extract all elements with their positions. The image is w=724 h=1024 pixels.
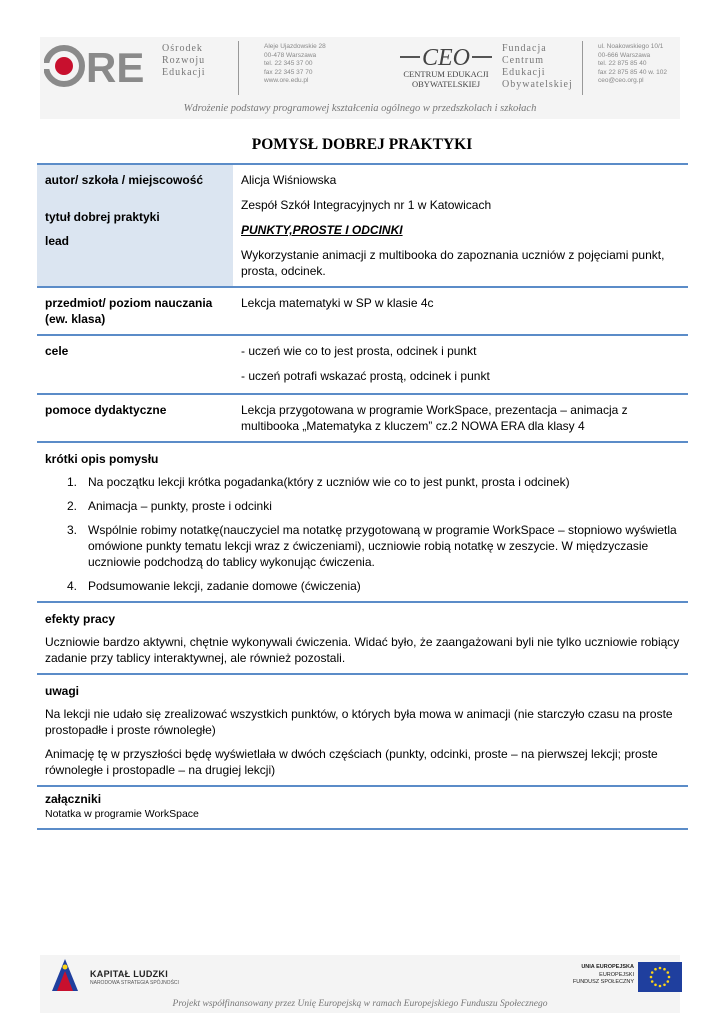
ore-address: Aleje Ujazdowskie 28 00-478 Warszawa tel. 22 345 37 00 fax 22 345 37 70 www.ore.edu.pl xyxy=(264,43,326,84)
practice-form xyxy=(37,163,688,830)
page-title: POMYSŁ DOBREJ PRAKTYKI xyxy=(251,136,473,153)
header-tagline: Wdrożenie podstawy programowej kształcenia ogólnego w przedszkolach i szkołach xyxy=(183,103,537,114)
autor-label: autor/ szkoła / miejscowość xyxy=(45,173,204,187)
uwagi-paragraph: Animację tę w przyszłości będę wyświetlała w dwóch częściach (punkty, odcinki, proste – na pierwszej lekcji; proste równoległe i prostopadle – na drugiej lekcji) xyxy=(45,747,658,777)
opis-section xyxy=(37,443,688,603)
list-item: 4. Podsumowanie lekcji, zadanie domowe (ćwiczenia) xyxy=(67,579,361,593)
eu-flag-icon xyxy=(638,962,682,992)
pomoce-label: pomoce dydaktyczne xyxy=(45,403,167,417)
ue-label: UNIA EUROPEJSKA EUROPEJSKI FUNDUSZ SPOŁECZNY xyxy=(572,964,634,985)
efekty-heading: efekty pracy xyxy=(45,612,116,626)
przedmiot-label: przedmiot/ poziom nauczania (ew. klasa) xyxy=(45,296,213,326)
zalaczniki-section xyxy=(37,787,688,830)
header-divider xyxy=(582,41,583,95)
zalaczniki-text: Notatka w programie WorkSpace xyxy=(45,808,199,820)
info-row-autor xyxy=(37,163,688,288)
list-item: 1. Na początku lekcji krótka pogadanka(który z uczniów wie co to jest punkt, prosta i odcinek) xyxy=(67,475,570,489)
kapital-ludzki-title: KAPITAŁ LUDZKI xyxy=(90,969,169,979)
fund-name: Fundacja Centrum Edukacji Obywatelskiej xyxy=(502,43,573,90)
info-row-pomoce xyxy=(37,395,688,443)
opis-steps xyxy=(45,474,680,594)
info-labels xyxy=(37,165,233,286)
footer-tagline: Projekt współfinansowany przez Unię Europejską w ramach Europejskiego Funduszu Społecznego xyxy=(172,999,548,1009)
school-value: Zespół Szkół Integracyjnych nr 1 w Katowicach xyxy=(241,198,492,212)
cele-item: - uczeń wie co to jest prosta, odcinek i punkt xyxy=(241,344,477,358)
uwagi-section xyxy=(37,675,688,787)
cele-label: cele xyxy=(45,344,69,358)
lead-value: Wykorzystanie animacji z multibooka do zapoznania uczniów z pojęciami punkt, prosta, odcinek. xyxy=(241,248,665,278)
lead-label: lead xyxy=(45,234,70,248)
tytul-value: PUNKTY,PROSTE I ODCINKI xyxy=(241,223,403,237)
ore-logo xyxy=(44,41,156,91)
ore-name: Ośrodek Rozwoju Edukacji xyxy=(162,43,206,78)
uwagi-paragraph: Na lekcji nie udało się zrealizować wszystkich punktów, o których była mowa w animacji (nie starczyło czasu na proste prostopadłe i proste równoległe) xyxy=(45,707,673,737)
zalaczniki-heading: załączniki xyxy=(45,792,102,806)
cele-item: - uczeń potrafi wskazać prostą, odcinek i punkt xyxy=(241,369,490,383)
autor-value: Alicja Wiśniowska xyxy=(241,173,337,187)
fund-address: ul. Noakowskiego 10/1 00-666 Warszawa tel. 22 875 85 40 fax 22 875 85 40 w. 102 ceo@ceo.org.pl xyxy=(598,43,668,84)
cele-values xyxy=(233,336,688,393)
list-item: 2. Animacja – punkty, proste i odcinki xyxy=(67,499,272,513)
page-footer xyxy=(40,955,680,1013)
pomoce-value: Lekcja przygotowana w programie WorkSpace, prezentacja – animacja z multibooka „Matematyka z kluczem” cz.2 NOWA ERA dla klasy 4 xyxy=(241,403,628,433)
svg-text:OBYWATELSKIEJ: OBYWATELSKIEJ xyxy=(412,79,480,89)
page-header xyxy=(40,37,680,119)
tytul-label: tytuł dobrej praktyki xyxy=(45,210,160,224)
list-item: 3. Wspólnie robimy notatkę(nauczyciel ma notatkę przygotowaną w programie WorkSpace – stopniowo wyświetla omówione punkty tematu lekcji wraz z ćwiczeniami), uczniowie robią notatkę w zeszycie. W międzyczasie uczniowie podchodzą do tablicy wykonując ćwiczenia. xyxy=(67,523,677,569)
opis-heading: krótki opis pomysłu xyxy=(45,452,159,466)
przedmiot-value: Lekcja matematyki w SP w klasie 4c xyxy=(241,296,434,310)
ceo-logo xyxy=(398,43,494,93)
svg-text:CEO: CEO xyxy=(422,45,470,71)
info-values xyxy=(233,165,688,286)
info-row-cele xyxy=(37,336,688,395)
svg-text:RE: RE xyxy=(86,44,145,91)
kapital-ludzki-logo xyxy=(48,957,82,995)
kapital-ludzki-subtitle: NARODOWA STRATEGIA SPÓJNOŚCI xyxy=(90,980,179,986)
svg-text:CENTRUM EDUKACJI: CENTRUM EDUKACJI xyxy=(403,69,489,79)
efekty-text: Uczniowie bardzo aktywni, chętnie wykonywali ćwiczenia. Widać było, że zaangażowani byli nie tylko uczniowie robiący zadanie przy tablicy interaktywnej, ale również pozostali. xyxy=(45,635,680,665)
info-row-przedmiot xyxy=(37,288,688,336)
uwagi-heading: uwagi xyxy=(45,684,80,698)
header-divider xyxy=(238,41,239,95)
efekty-section xyxy=(37,603,688,675)
